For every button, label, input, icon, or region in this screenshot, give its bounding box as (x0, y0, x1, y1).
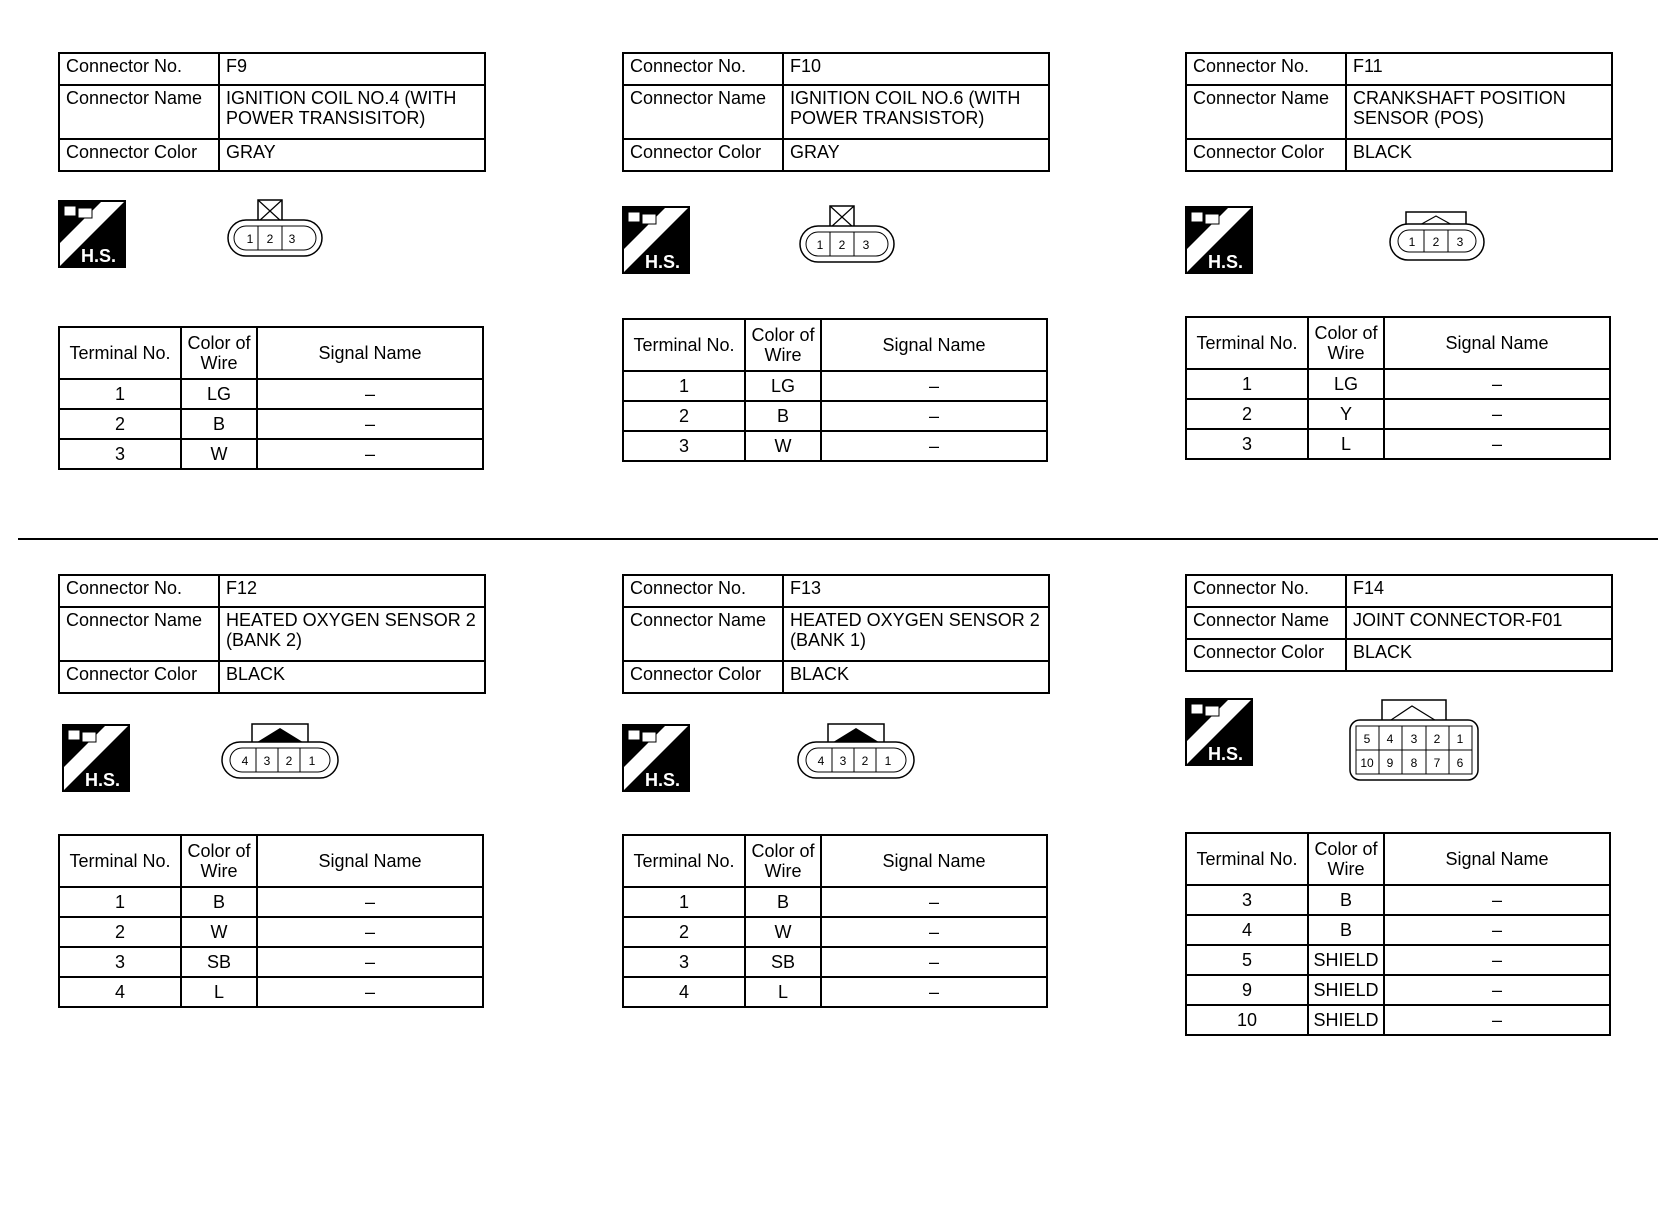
pin-label: 3 (1456, 235, 1464, 249)
connector-block-f13 (622, 574, 1052, 694)
terminal-table (58, 834, 484, 1008)
signal-name-header: Signal Name (257, 835, 483, 887)
signal-name-cell: – (1384, 399, 1610, 429)
hs-harness-side-icon (62, 724, 130, 792)
terminal-no-cell: 3 (623, 947, 745, 977)
table-row (1186, 885, 1610, 915)
terminal-table (622, 318, 1048, 462)
color-of-wire-header: Color of Wire (745, 835, 821, 887)
terminal-no-cell: 1 (59, 379, 181, 409)
wire-color-cell: B (745, 887, 821, 917)
pin-label: 3 (862, 238, 870, 252)
terminal-no-header: Terminal No. (59, 835, 181, 887)
pin-label: 3 (288, 232, 296, 246)
table-row (1186, 975, 1610, 1005)
hs-harness-side-icon (1185, 206, 1253, 274)
wire-color-cell: L (181, 977, 257, 1007)
connector-no-value: F10 (783, 53, 1049, 85)
connector-block-f9 (58, 52, 488, 172)
wire-color-cell: W (745, 431, 821, 461)
connector-block-f11 (1185, 52, 1615, 172)
connector-name-value: CRANKSHAFT POSITION SENSOR (POS) (1346, 85, 1612, 139)
signal-name-cell: – (257, 379, 483, 409)
pin-label: 6 (1456, 756, 1464, 770)
connector-name-value: IGNITION COIL NO.6 (WITH POWER TRANSISTOR) (783, 85, 1049, 139)
terminal-no-cell: 9 (1186, 975, 1308, 1005)
terminal-block-f13 (622, 834, 1052, 1008)
pin-label: 5 (1363, 732, 1371, 746)
signal-name-cell: – (821, 371, 1047, 401)
connector-color-value: GRAY (783, 139, 1049, 171)
terminal-block-f9 (58, 326, 488, 470)
terminal-no-cell: 1 (59, 887, 181, 917)
connector-color-value: BLACK (783, 661, 1049, 693)
connector-block-f12 (58, 574, 488, 694)
connector-color-value: BLACK (1346, 639, 1612, 671)
terminal-no-cell: 3 (1186, 885, 1308, 915)
connector-color-label: Connector Color (1186, 139, 1346, 171)
hs-badge-text: H.S. (644, 770, 680, 790)
pin-label: 8 (1410, 756, 1418, 770)
terminal-no-cell: 3 (59, 439, 181, 469)
pin-label: 9 (1386, 756, 1394, 770)
signal-name-cell: – (257, 439, 483, 469)
color-of-wire-header: Color of Wire (745, 319, 821, 371)
signal-name-cell: – (1384, 945, 1610, 975)
terminal-block-f14 (1185, 832, 1615, 1036)
wire-color-cell: W (181, 917, 257, 947)
connector-diagram-f9 (226, 198, 326, 260)
section-divider (18, 538, 1658, 540)
table-row (623, 947, 1047, 977)
table-row (59, 887, 483, 917)
connector-no-value: F9 (219, 53, 485, 85)
signal-name-cell: – (1384, 1005, 1610, 1035)
table-row (1186, 369, 1610, 399)
connector-block-f14 (1185, 574, 1615, 672)
terminal-no-cell: 1 (623, 887, 745, 917)
wire-color-cell: SB (745, 947, 821, 977)
pin-label: 2 (1433, 732, 1441, 746)
signal-name-cell: – (257, 917, 483, 947)
signal-name-cell: – (1384, 885, 1610, 915)
color-of-wire-header: Color of Wire (1308, 833, 1384, 885)
terminal-no-cell: 4 (1186, 915, 1308, 945)
connector-diagram-f10 (798, 204, 898, 266)
signal-name-header: Signal Name (1384, 833, 1610, 885)
pin-label: 1 (816, 238, 824, 252)
table-row (623, 371, 1047, 401)
connector-no-label: Connector No. (623, 575, 783, 607)
wire-color-cell: LG (181, 379, 257, 409)
hs-badge-text: H.S. (84, 770, 120, 790)
signal-name-cell: – (1384, 369, 1610, 399)
pin-label: 2 (266, 232, 274, 246)
pin-label: 1 (308, 754, 316, 768)
terminal-no-cell: 3 (59, 947, 181, 977)
pin-label: 1 (884, 754, 892, 768)
wire-color-cell: L (1308, 429, 1384, 459)
signal-name-header: Signal Name (821, 835, 1047, 887)
connector-info-table (1185, 574, 1613, 672)
connector-no-label: Connector No. (59, 575, 219, 607)
terminal-no-cell: 2 (623, 917, 745, 947)
pin-label: 2 (861, 754, 869, 768)
terminal-table (1185, 316, 1611, 460)
table-row (1186, 945, 1610, 975)
terminal-no-cell: 10 (1186, 1005, 1308, 1035)
wire-color-cell: B (1308, 915, 1384, 945)
signal-name-cell: – (821, 887, 1047, 917)
signal-name-cell: – (257, 409, 483, 439)
connector-color-value: BLACK (219, 661, 485, 693)
connector-no-value: F14 (1346, 575, 1612, 607)
pin-label: 7 (1433, 756, 1441, 770)
connector-name-value: HEATED OXYGEN SENSOR 2 (BANK 1) (783, 607, 1049, 661)
connector-diagram-f12 (220, 722, 342, 782)
signal-name-cell: – (821, 947, 1047, 977)
signal-name-cell: – (1384, 915, 1610, 945)
wire-color-cell: B (745, 401, 821, 431)
color-of-wire-header: Color of Wire (1308, 317, 1384, 369)
terminal-no-header: Terminal No. (623, 835, 745, 887)
connector-no-label: Connector No. (59, 53, 219, 85)
terminal-no-cell: 4 (59, 977, 181, 1007)
connector-color-label: Connector Color (623, 661, 783, 693)
terminal-no-cell: 1 (1186, 369, 1308, 399)
wire-color-cell: Y (1308, 399, 1384, 429)
connector-block-f10 (622, 52, 1052, 172)
connector-diagram-f13 (796, 722, 918, 782)
connector-color-value: GRAY (219, 139, 485, 171)
connector-color-label: Connector Color (623, 139, 783, 171)
hs-harness-side-icon (622, 206, 690, 274)
table-row (623, 887, 1047, 917)
signal-name-cell: – (821, 977, 1047, 1007)
terminal-no-header: Terminal No. (1186, 833, 1308, 885)
signal-name-cell: – (257, 977, 483, 1007)
connector-info-table (622, 52, 1050, 172)
connector-name-label: Connector Name (623, 85, 783, 139)
connector-name-label: Connector Name (59, 85, 219, 139)
connector-info-table (58, 52, 486, 172)
connector-diagram-f11 (1388, 204, 1488, 266)
color-of-wire-header: Color of Wire (181, 835, 257, 887)
table-row (59, 409, 483, 439)
table-row (1186, 915, 1610, 945)
connector-name-value: HEATED OXYGEN SENSOR 2 (BANK 2) (219, 607, 485, 661)
wire-color-cell: SHIELD (1308, 975, 1384, 1005)
connector-info-table (58, 574, 486, 694)
pin-label: 10 (1360, 756, 1374, 770)
terminal-table (1185, 832, 1611, 1036)
wire-color-cell: SHIELD (1308, 1005, 1384, 1035)
pin-label: 1 (1456, 732, 1464, 746)
wire-color-cell: W (181, 439, 257, 469)
table-row (59, 977, 483, 1007)
pin-label: 1 (246, 232, 254, 246)
table-row (623, 431, 1047, 461)
terminal-no-header: Terminal No. (1186, 317, 1308, 369)
terminal-no-cell: 3 (1186, 429, 1308, 459)
signal-name-cell: – (1384, 975, 1610, 1005)
connector-info-table (622, 574, 1050, 694)
terminal-table (58, 326, 484, 470)
signal-name-header: Signal Name (821, 319, 1047, 371)
signal-name-cell: – (257, 947, 483, 977)
terminal-no-header: Terminal No. (59, 327, 181, 379)
table-row (623, 917, 1047, 947)
connector-name-label: Connector Name (623, 607, 783, 661)
pin-label: 3 (263, 754, 271, 768)
terminal-no-cell: 3 (623, 431, 745, 461)
pin-label: 4 (241, 754, 249, 768)
wire-color-cell: B (181, 887, 257, 917)
connector-color-value: BLACK (1346, 139, 1612, 171)
table-row (623, 977, 1047, 1007)
terminal-no-cell: 2 (59, 409, 181, 439)
hs-harness-side-icon (58, 200, 126, 268)
terminal-no-cell: 2 (623, 401, 745, 431)
pin-label: 3 (1410, 732, 1418, 746)
wire-color-cell: L (745, 977, 821, 1007)
pin-label: 2 (1432, 235, 1440, 249)
connector-no-value: F13 (783, 575, 1049, 607)
wire-color-cell: LG (745, 371, 821, 401)
wire-color-cell: LG (1308, 369, 1384, 399)
signal-name-cell: – (257, 887, 483, 917)
table-row (59, 917, 483, 947)
wire-color-cell: SB (181, 947, 257, 977)
connector-name-value: JOINT CONNECTOR-F01 (1346, 607, 1612, 639)
terminal-no-cell: 2 (1186, 399, 1308, 429)
connector-diagram-f14 (1346, 696, 1482, 784)
connector-color-label: Connector Color (1186, 639, 1346, 671)
signal-name-cell: – (821, 431, 1047, 461)
signal-name-header: Signal Name (1384, 317, 1610, 369)
hs-badge-text: H.S. (644, 252, 680, 272)
wire-color-cell: W (745, 917, 821, 947)
hs-badge-text: H.S. (1207, 744, 1243, 764)
connector-info-table (1185, 52, 1613, 172)
table-row (59, 439, 483, 469)
connector-name-label: Connector Name (1186, 85, 1346, 139)
pin-label: 3 (839, 754, 847, 768)
terminal-no-cell: 2 (59, 917, 181, 947)
terminal-block-f10 (622, 318, 1052, 462)
terminal-block-f12 (58, 834, 488, 1008)
signal-name-cell: – (1384, 429, 1610, 459)
table-row (59, 947, 483, 977)
table-row (1186, 429, 1610, 459)
terminal-no-header: Terminal No. (623, 319, 745, 371)
terminal-no-cell: 4 (623, 977, 745, 1007)
pin-label: 2 (285, 754, 293, 768)
terminal-no-cell: 5 (1186, 945, 1308, 975)
connector-no-label: Connector No. (1186, 575, 1346, 607)
table-row (623, 401, 1047, 431)
connector-name-label: Connector Name (59, 607, 219, 661)
wire-color-cell: B (181, 409, 257, 439)
signal-name-cell: – (821, 917, 1047, 947)
pin-label: 4 (1386, 732, 1394, 746)
hs-harness-side-icon (622, 724, 690, 792)
pin-label: 2 (838, 238, 846, 252)
terminal-no-cell: 1 (623, 371, 745, 401)
pin-label: 4 (817, 754, 825, 768)
table-row (1186, 399, 1610, 429)
terminal-table (622, 834, 1048, 1008)
hs-badge-text: H.S. (80, 246, 116, 266)
connector-no-value: F12 (219, 575, 485, 607)
terminal-block-f11 (1185, 316, 1615, 460)
table-row (59, 379, 483, 409)
hs-badge-text: H.S. (1207, 252, 1243, 272)
connector-name-value: IGNITION COIL NO.4 (WITH POWER TRANSISITOR) (219, 85, 485, 139)
connector-no-label: Connector No. (623, 53, 783, 85)
hs-harness-side-icon (1185, 698, 1253, 766)
wire-color-cell: SHIELD (1308, 945, 1384, 975)
signal-name-header: Signal Name (257, 327, 483, 379)
signal-name-cell: – (821, 401, 1047, 431)
connector-color-label: Connector Color (59, 139, 219, 171)
connector-name-label: Connector Name (1186, 607, 1346, 639)
table-row (1186, 1005, 1610, 1035)
connector-no-value: F11 (1346, 53, 1612, 85)
connector-no-label: Connector No. (1186, 53, 1346, 85)
connector-color-label: Connector Color (59, 661, 219, 693)
pin-label: 1 (1408, 235, 1416, 249)
color-of-wire-header: Color of Wire (181, 327, 257, 379)
wire-color-cell: B (1308, 885, 1384, 915)
